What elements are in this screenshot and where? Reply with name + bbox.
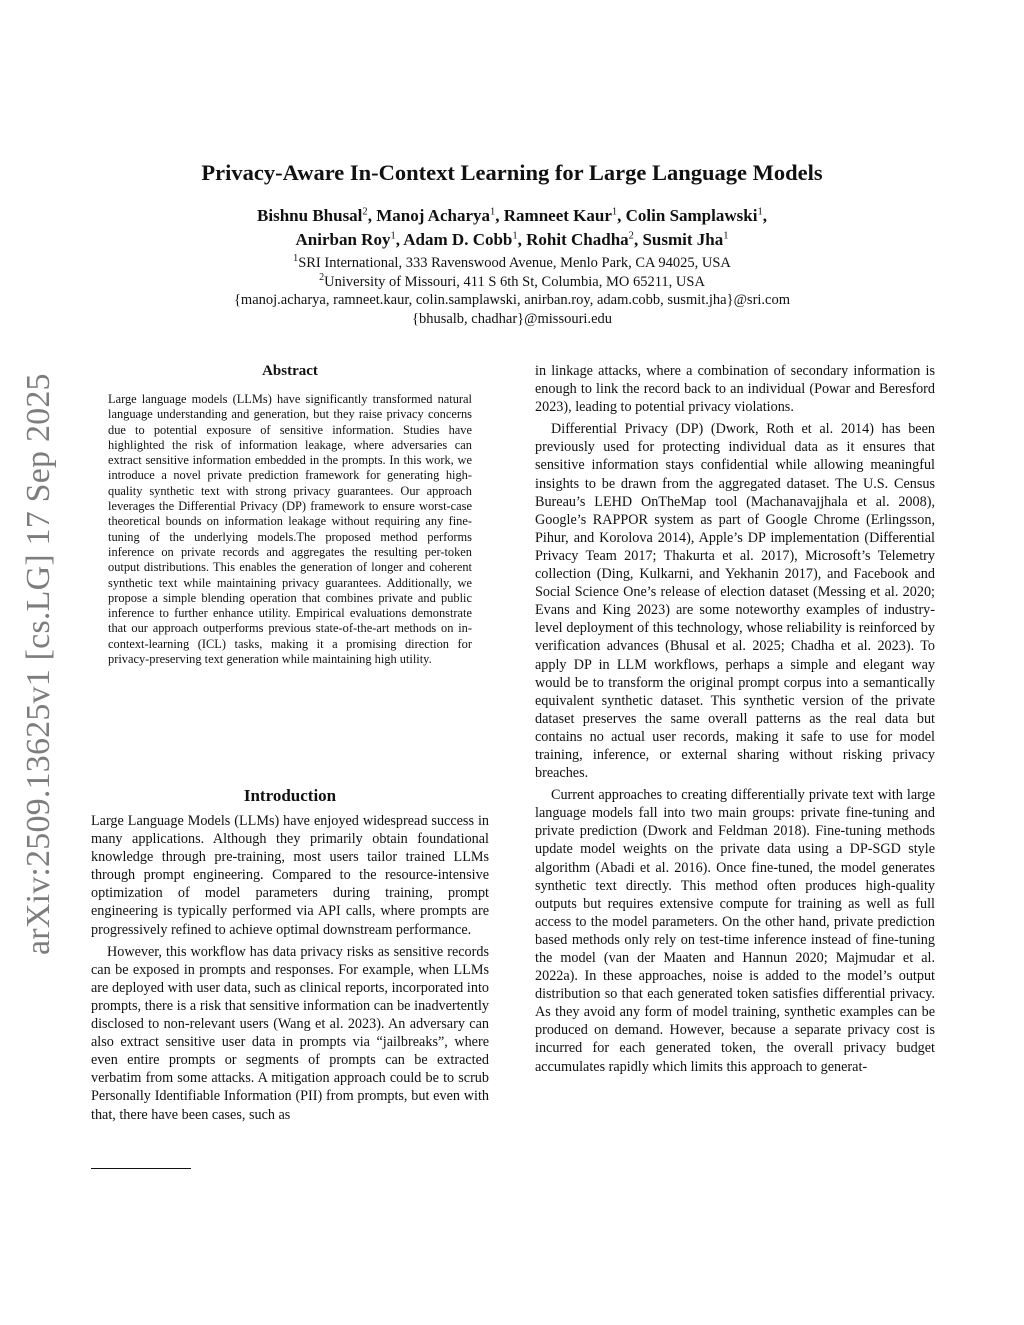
introduction-body	[91, 812, 489, 1124]
paragraph: Differential Privacy (DP) (Dwork, Roth et al. 2014) has been previously used for protecting individual data as it ensures that sensitive information stays confidential while allowing meaningful insights to be drawn from the aggregated dataset. The U.S. Census Bureau’s LEHD OnTheMap tool (Machanavajjhala et al. 2008), Google’s RAPPOR system as part of Google Chrome (Erlingsson, Pihur, and Korolova 2014), Apple’s DP implementation (Differential Privacy Team 2017; Thakurta et al. 2017), Microsoft’s Telemetry collection (Ding, Kulkarni, and Yekhanin 2017), and Facebook and Social Science One’s release of election dataset (Messing et al. 2020; Evans and King 2023) are some noteworthy examples of industry-level deployment of this technology, whose reliability is reinforced by verification advances (Bhusal et al. 2025; Chadha et al. 2023). To apply DP in LLM workflows, perhaps a simple and elegant way would be to transform the original prompt corpus into a semantically equivalent synthetic dataset. This synthetic version of the private dataset preserves the same overall patterns as the real data but contains no actual user records, making it safe to use for model training, inference, or external sharing without risking privacy breaches.	[535, 421, 935, 782]
affiliation-sup: 2	[319, 271, 325, 283]
email-line-2: {bhusalb, chadhar}@missouri.edu	[411, 310, 613, 327]
affiliation-sup: 1	[293, 253, 299, 265]
affiliation-text: SRI International, 333 Ravenswood Avenue, Menlo Park, CA 94025, USA	[298, 255, 731, 271]
arxiv-identifier: arXiv:2509.13625v1 [cs.LG] 17 Sep 2025	[20, 373, 57, 955]
author-separator: ,	[633, 230, 643, 249]
paragraph: However, this workflow has data privacy risks as sensitive records can be exposed in prompts and responses. For example, when LLMs are deployed with user data, such as clinical reports, incorporated into prompts, there is a risk that sensitive information can be inadvertently disclosed to non-relevant users (Wang et al. 2023). An adversary can also extract sensitive user data in prompts via “jailbreaks”, where even entire prompts or segments of prompts can be extracted verbatim from some attacks. A mitigation approach could be to scrub Personally Identifiable Information (PII) from prompts, but even with that, there have been cases, such as	[91, 943, 489, 1123]
author-separator: ,	[762, 206, 767, 225]
author-line-2	[0, 228, 1024, 252]
author-name: Anirban Roy	[295, 230, 391, 249]
author-affil-sup: 1	[390, 230, 396, 242]
author-affil-sup: 1	[489, 206, 496, 218]
author-name: Bishnu Bhusal	[257, 206, 363, 225]
author-name: Rohit Chadha	[526, 230, 629, 249]
author-separator: ,	[367, 206, 377, 225]
paragraph: Current approaches to creating differentially private text with large language models fall into two main groups: private fine-tuning and private prediction (Dwork and Feldman 2018). Fine-tuning methods update model weights on the private data using a DP-SGD style algorithm (Abadi et al. 2016). Once fine-tuned, the model generates synthetic text directly. This method often produces high-quality outputs but requires extensive compute for training as well as full access to the model parameters. On the other hand, private prediction based methods only rely on test-time inference instead of fine-tuning the model (van der Maaten and Hannun 2020; Majmudar et al. 2022a). In these approaches, noise is added to the model’s output distribution so that each generated token satisfies differential privacy. As they avoid any form of model training, synthetic examples can be produced on demand. However, because a separate privacy cost is incurred for each generated token, the overall privacy budget accumulates rapidly which limits this approach to generat-	[535, 787, 935, 1075]
introduction-heading: Introduction	[243, 786, 337, 805]
author-affil-sup: 2	[362, 206, 368, 218]
author-name: Susmit Jha	[642, 230, 724, 249]
author-name: Manoj Acharya	[376, 206, 490, 225]
author-affil-sup: 1	[723, 230, 729, 242]
affiliation-1	[0, 254, 1024, 273]
affiliations	[0, 254, 1024, 328]
author-name: Ramneet Kaur	[503, 206, 612, 225]
author-separator: ,	[395, 230, 404, 249]
abstract-heading: Abstract	[262, 363, 318, 379]
footnote-divider	[91, 1168, 191, 1169]
author-name: Colin Samplawski	[625, 206, 758, 225]
author-separator: ,	[495, 206, 504, 225]
author-affil-sup: 1	[611, 206, 618, 218]
author-separator: ,	[517, 230, 527, 249]
paragraph: Large Language Models (LLMs) have enjoyed widespread success in many applications. Although they primarily obtain foundational knowledge through pre-training, most users tailor trained LLMs through prompt engineering. Compared to the resource-intensive optimization of model parameters during training, prompt engineering is typically performed via API calls, where prompts are progressively refined to achieve optimal downstream performance.	[91, 813, 489, 938]
affiliation-text: University of Missouri, 411 S 6th St, Columbia, MO 65211, USA	[324, 273, 705, 290]
email-line-1: {manoj.acharya, ramneet.kaur, colin.samplawski, anirban.roy, adam.cobb, susmit.jha}@sri.com	[233, 292, 791, 308]
affiliation-2	[0, 273, 1024, 292]
author-affil-sup: 1	[512, 230, 518, 242]
author-affil-sup: 2	[628, 230, 634, 242]
paper-title: Privacy-Aware In-Context Learning for Large Language Models	[201, 160, 823, 185]
author-name: Adam D. Cobb	[403, 230, 513, 249]
author-separator: ,	[617, 206, 626, 225]
author-line-1	[0, 204, 1024, 228]
abstract-body: Large language models (LLMs) have significantly transformed natural language understanding and generation, but they raise privacy concerns due to potential exposure of sensitive information. Studies have highlighted the risk of information leakage, where adversaries can extract sensitive information embedded in the prompts. In this work, we introduce a novel private prediction framework for generating high-quality synthetic text with strong privacy guarantees. Our approach leverages the Differential Privacy (DP) framework to ensure worst-case theoretical bounds on information leakage without requiring any fine-tuning of the underlying models.The proposed method performs inference on private records and aggregates the resulting per-token output distributions. This enables the generation of longer and coherent synthetic text while maintaining privacy guarantees. Additionally, we propose a simple blending operation that combines private and public inference to further enhance utility. Empirical evaluations demonstrate that our approach outperforms previous state-of-the-art methods on in-context-learning (ICL) tasks, making it a promising direction for privacy-preserving text generation while maintaining high utility.	[108, 392, 472, 667]
right-column	[535, 362, 935, 1076]
paragraph: in linkage attacks, where a combination of secondary information is enough to link the record back to an individual (Powar and Beresford 2023), leading to potential privacy violations.	[535, 363, 935, 416]
author-list	[0, 204, 1024, 252]
author-affil-sup: 1	[757, 206, 763, 218]
